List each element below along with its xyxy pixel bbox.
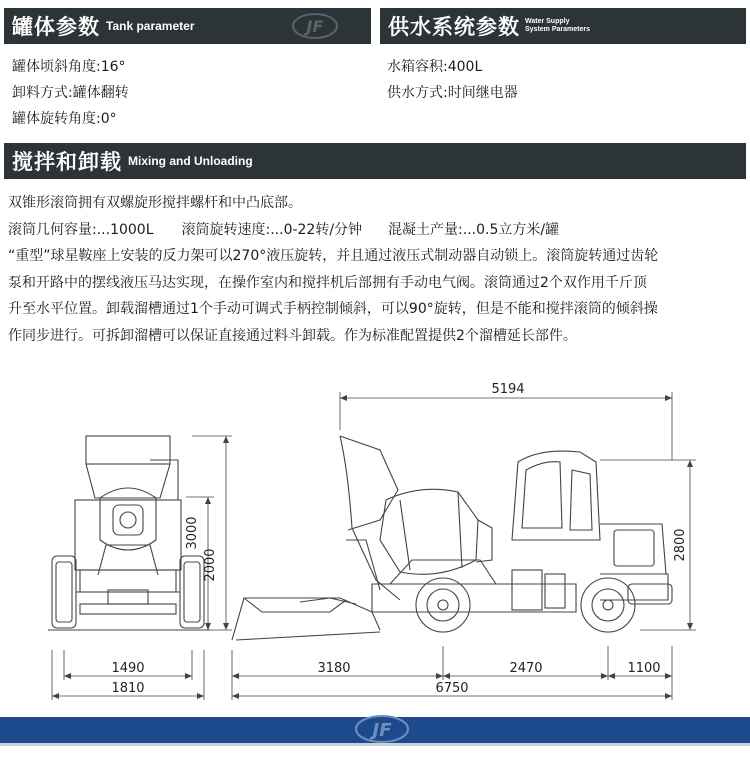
mixing-spec-row xyxy=(8,217,746,244)
water-spec-method: 供水方式:时间继电器 xyxy=(387,85,518,101)
drum-capacity: 滚筒几何容量:...1000L xyxy=(8,221,154,238)
mixing-para-line-4: 作同步进行。可拆卸溜槽可以保证直接通过料斗卸载。作为标准配置提供2个溜槽延长部件。 xyxy=(8,327,577,344)
dim-1810: 1810 xyxy=(111,681,145,696)
mixing-section-header xyxy=(4,143,746,179)
technical-drawing xyxy=(0,375,750,710)
water-title-en-line2: System Parameters xyxy=(525,26,590,33)
dim-1100: 1100 xyxy=(627,661,661,676)
mixing-description xyxy=(8,190,746,349)
mixing-para-line-3: 升至水平位置。卸载溜槽通过1个手动可调式手柄控制倾斜，可以90°旋转，但是不能和搅拌滚筒的倾斜操 xyxy=(8,301,658,317)
dim-3000: 3000 xyxy=(185,516,200,550)
mixing-para-line-2: 泵和开路中的摆线液压马达实现，在操作室内和搅拌机后部拥有手动电气阀。滚筒通过2个双作用千斤顶 xyxy=(8,274,647,291)
footer-logo-text: JF xyxy=(372,720,392,741)
dim-2800: 2800 xyxy=(673,528,688,562)
concrete-output: 混凝土产量:...0.5立方米/罐 xyxy=(388,221,560,238)
drum-speed: 滚筒旋转速度:...0-22转/分钟 xyxy=(181,221,363,238)
water-section-title-en xyxy=(525,18,590,34)
side-view-drawing xyxy=(232,436,672,640)
mixing-section-title: 搅拌和卸载 xyxy=(12,150,122,174)
tank-section-title-en: Tank parameter xyxy=(106,19,195,33)
tank-spec-rotation: 罐体旋转角度:0° xyxy=(12,111,117,127)
mixing-section-title-en: Mixing and Unloading xyxy=(128,154,253,168)
mixing-intro: 双锥形滚筒拥有双螺旋形搅拌螺杆和中凸底部。 xyxy=(8,195,302,211)
tank-spec-tilt: 罐体顷斜角度:16° xyxy=(12,59,126,75)
footer-logo-icon xyxy=(352,713,412,745)
tank-spec-discharge: 卸料方式:罐体翻转 xyxy=(12,85,129,101)
side-dimension-lines xyxy=(232,392,696,700)
water-title-en-line1: Water Supply xyxy=(525,18,570,25)
dim-1490: 1490 xyxy=(111,661,145,676)
dim-2470: 2470 xyxy=(509,661,543,676)
water-section-header xyxy=(380,8,746,44)
dim-3180: 3180 xyxy=(317,661,351,676)
logo-watermark-icon xyxy=(290,11,340,41)
mixing-para-line-1: “重型”球星鞍座上安装的反力架可以270°液压旋转，并且通过液压式制动器自动锁上。滚筒旋转通过齿轮 xyxy=(8,248,659,264)
dim-2000: 2000 xyxy=(203,548,218,582)
dim-5194: 5194 xyxy=(491,382,525,397)
dim-6750: 6750 xyxy=(435,681,469,696)
water-spec-capacity: 水箱容积:400L xyxy=(387,59,483,75)
tank-section-header xyxy=(4,8,371,44)
water-section-title: 供水系统参数 xyxy=(388,15,520,39)
tank-section-title: 罐体参数 xyxy=(12,15,100,39)
logo-text: JF xyxy=(306,17,324,36)
